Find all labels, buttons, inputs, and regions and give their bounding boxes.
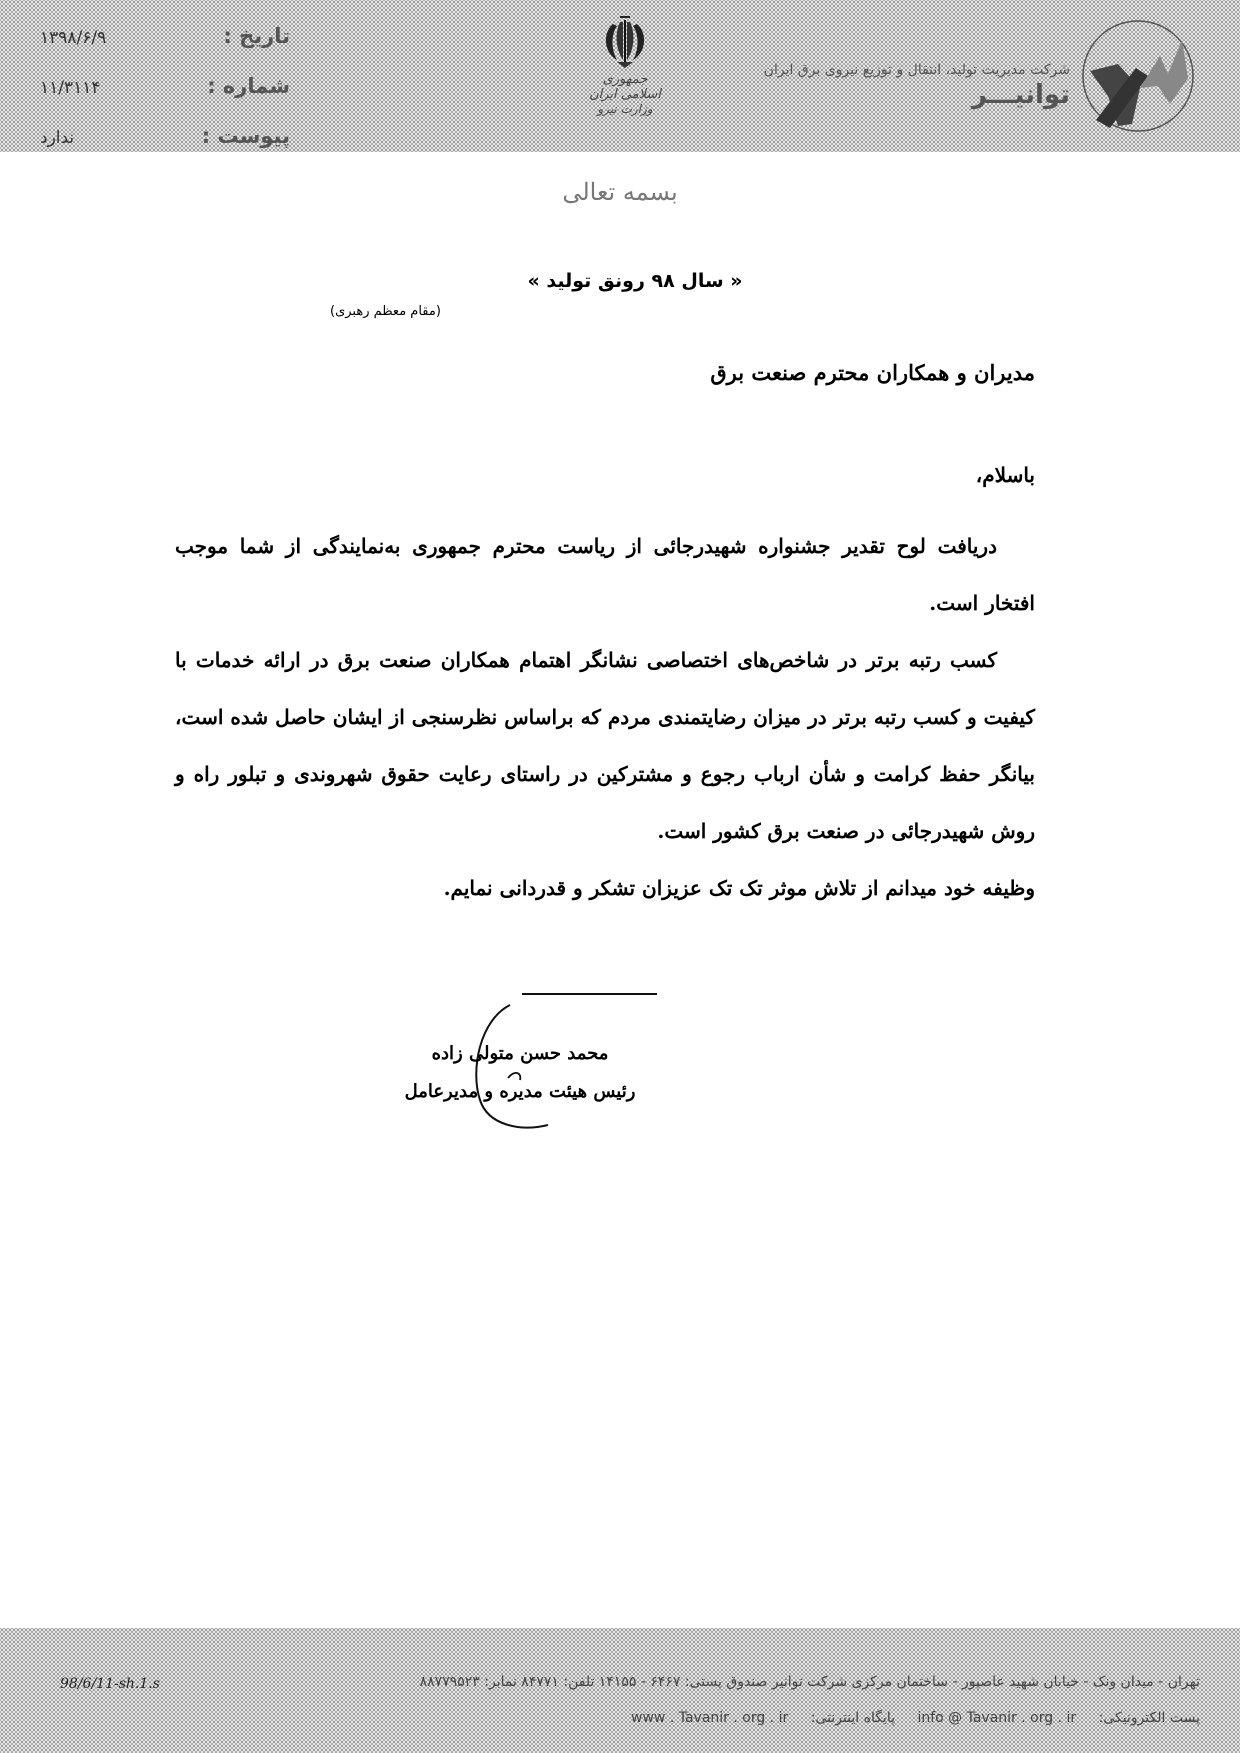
signatory-name: محمد حسن متولی زاده	[431, 1043, 609, 1064]
email-label: پست الکترونیکی:	[1098, 1710, 1200, 1726]
meta-labels	[200, 24, 290, 174]
email-link[interactable]: info @ Tavanir . org . ir	[917, 1710, 1077, 1726]
signature-block	[380, 1035, 660, 1111]
website-label: پایگاه اینترنتی:	[810, 1710, 895, 1726]
date-label: تاریخ :	[223, 24, 290, 48]
paragraph: دریافت لوح تقدیر جشنواره شهیدرجائی از ریاست محترم جمهوری به‌نمایندگی از شما موجب افتخار است.	[175, 534, 1035, 615]
emblem-ministry: وزارت نیرو	[597, 102, 653, 116]
attachment-value: ندارد	[40, 128, 75, 148]
paragraph: وظیفه خود میدانم از تلاش موثر تک تک عزیزان تشکر و قدردانی نمایم.	[443, 876, 1035, 900]
greeting: باسلام،	[975, 463, 1035, 487]
paragraph: کسب رتبه برتر در شاخص‌های اختصاصی نشانگر اهتمام همکاران صنعت برق در ارائه خدمات با کیفیت و کسب رتبه برتر در میزان رضایتمندی مردم که براساس نظرسنجی از ایشان حاصل شده است، بیانگر حفظ کرامت و شأن ارباب رجوع و مشترکین در راستای رعایت حقوق شهروندی و تبلور راه و روش شهیدرجائی در صنعت برق کشور است.	[175, 648, 1035, 843]
website-link[interactable]: www . Tavanir . org . ir	[631, 1710, 789, 1726]
iran-emblem-icon	[601, 14, 649, 70]
document-reference: 98/6/11-sh.1.s	[60, 1676, 160, 1692]
motto-source: (مقام معظم رهبری)	[330, 304, 441, 319]
letterhead	[0, 0, 1240, 152]
emblem-country: جمهوری اسلامی ایران	[589, 72, 661, 102]
signatory-title: رئیس هیئت مدیره و مدیرعامل	[404, 1081, 636, 1102]
addressee: مدیران و همکاران محترم صنعت برق	[710, 360, 1035, 385]
year-motto: « سال ۹۸ رونق تولید »	[527, 270, 743, 292]
meta-values	[40, 28, 140, 178]
company-full-name: شرکت مدیریت تولید، انتقال و توزیع نیروی برق ایران	[763, 62, 1070, 78]
government-emblem	[585, 14, 665, 124]
tavanir-logo-icon	[1078, 16, 1198, 136]
footer-contact	[240, 1710, 1200, 1726]
bismillah: بسمه تعالی	[562, 178, 678, 206]
company-short-name: توانیـــر	[971, 80, 1070, 110]
letter-footer	[0, 1628, 1240, 1753]
number-value: ۱۱/۳۱۱۴	[40, 78, 101, 98]
letter-body	[175, 518, 1035, 917]
company-name	[730, 62, 1070, 110]
signature-divider	[522, 993, 657, 995]
footer-address: تهران - میدان ونک - خیابان شهید عاصپور - ساختمان مرکزی شرکت توانیر صندوق پستی: ۶۴۶۷ - ۱۴۱۵۵ تلفن: ۸۴۷۷۱ نمابر: ۸۸۷۷۹۵۲۳	[419, 1674, 1200, 1690]
number-label: شماره :	[207, 74, 290, 98]
date-value: ۱۳۹۸/۶/۹	[40, 28, 107, 48]
attachment-label: پیوست :	[201, 124, 290, 148]
